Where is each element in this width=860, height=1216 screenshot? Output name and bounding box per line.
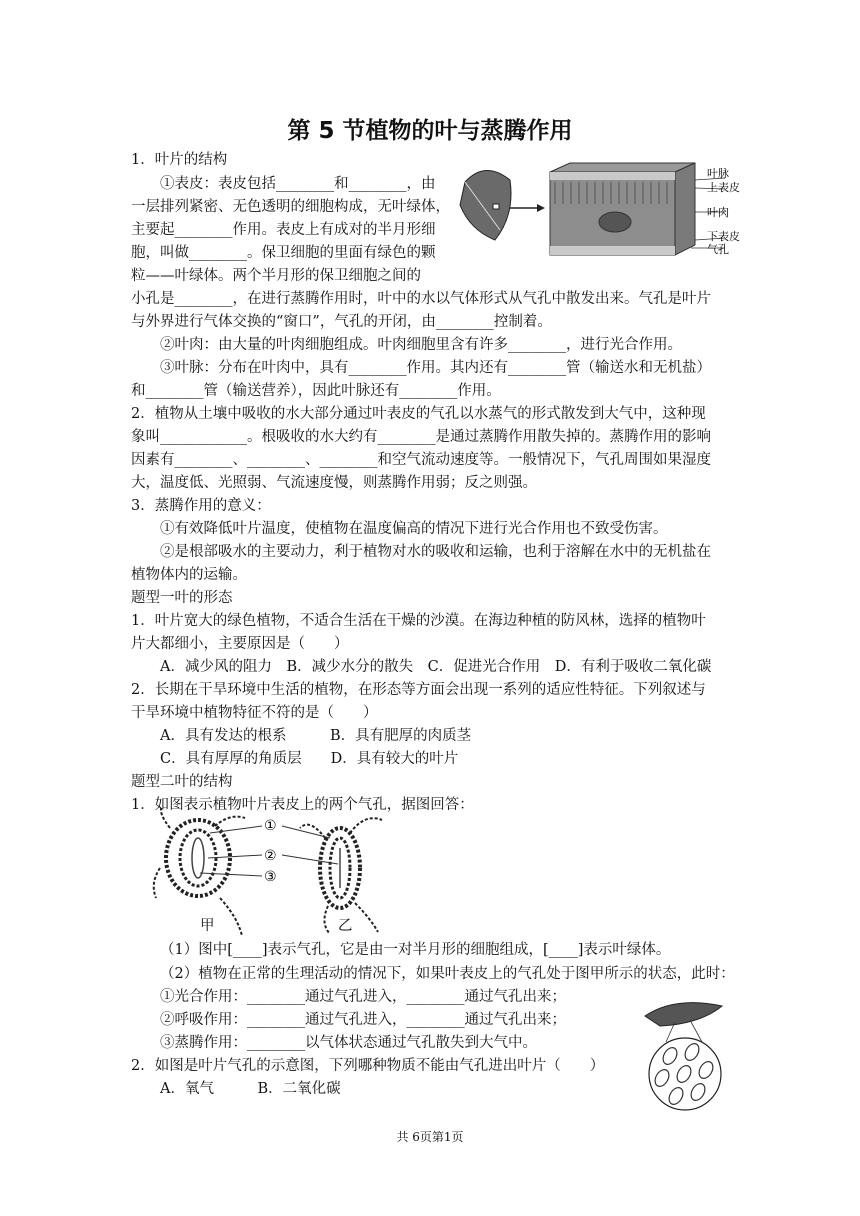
arrow-head [537,204,545,212]
caption-jia: 甲 [200,918,215,934]
section-heading: 题型二叶的结构 [131,774,233,790]
text-line: 因素有________、________、________和空气流动速度等。一般情况下，气孔周围如果湿度 [131,452,711,468]
text-line: 与外界进行气体交换的“窗口”，气孔的开闭，由________控制着。 [131,314,552,330]
text-line: 粒——叶绿体。两个半月形的保卫细胞之间的 [131,268,421,284]
text-line: 2．植物从土壤中吸收的水大部分通过叶表皮的气孔以水蒸气的形式散发到大气中，这种现 [131,406,706,422]
label-mesophyll: 叶肉 [707,206,729,219]
question-text: 1．如图表示植物叶片表皮上的两个气孔，据图回答： [131,797,474,813]
section-heading: 3．蒸腾作用的意义： [131,498,271,514]
stoma-pore [192,838,204,878]
text-line: 植物体内的运输。 [131,567,247,583]
text-line: 胞，叫做________。保卫细胞的里面有绿色的颗 [131,245,436,261]
text-line: 主要起________作用。表皮上有成对的半月形细 [131,222,436,238]
text-line: 小孔是________，在进行蒸腾作用时，叶中的水以气体形式从气孔中散发出来。气孔是叶片 [131,291,711,307]
question-text: 2．如图是叶片气孔的示意图，下列哪种物质不能由气孔进出叶片（ ） [131,1058,605,1074]
leaf-structure-figure [455,160,760,275]
text-line: 和________管（输送营养），因此叶脉还有________作用。 [131,383,501,399]
page-footer: 共 6页第1页 [396,1130,464,1144]
section-heading: 1．叶片的结构 [131,152,228,168]
question-text: 片大都细小，主要原因是（ ） [131,636,349,652]
section-block [550,163,695,255]
question-text: （2）植物在正常的生理活动的情况下，如果叶表皮上的气孔处于图甲所示的状态，此时： [160,966,735,982]
question-text: （1）图中[____]表示气孔，它是由一对半月形的细胞组成，[____]表示叶绿体。 [160,942,671,958]
question-text: 干旱环境中植物特征不符的是（ ） [131,705,378,721]
answer-options: C．具有厚厚的角质层 D．具有较大的叶片 [160,751,459,767]
question-text: ②呼吸作用：________通过气孔进入，________通过气孔出来； [160,1012,566,1028]
leaf-sketch [645,1003,722,1026]
text-line: 一层排列紧密、无色透明的细胞构成，无叶绿体， [131,199,450,215]
answer-options: A．具有发达的根系 B．具有肥厚的肉质茎 [160,728,472,744]
section-heading: 题型一叶的形态 [131,590,233,606]
label-2: ② [264,848,277,864]
answer-options: A．氧气 B．二氧化碳 [160,1081,341,1097]
question-text: 2．长期在干旱环境中生活的植物，在形态等方面会出现一系列的适应性特征。下列叙述与 [131,682,706,698]
label-stoma: 气孔 [707,243,729,256]
leaf-sketch [460,170,511,240]
text-line: 大，温度低、光照弱、气流速度慢，则蒸腾作用弱；反之则强。 [131,475,537,491]
text-line: ③叶脉：分布在叶肉中，具有________作用。其内还有________管（输送水和无机盐） [160,360,711,376]
text-line: ②是根部吸水的主要动力，利于植物对水的吸收和运输，也利于溶解在水中的无机盐在 [160,544,711,560]
text-line: ②叶肉：由大量的叶肉细胞组成。叶肉细胞里含有许多________，进行光合作用。 [160,337,682,353]
label-vein: 叶脉 [707,167,729,180]
question-text: ③蒸腾作用：________以气体状态通过气孔散失到大气中。 [160,1035,537,1051]
text-line: 象叫____________。根吸收的水大约有________是通过蒸腾作用散失掉的。蒸腾作用的影响 [131,429,711,445]
page-title: 第 5 节植物的叶与蒸腾作用 [287,118,573,144]
question-text: ①光合作用：________通过气孔进入，________通过气孔出来； [160,989,566,1005]
label-upper-epidermis: 上表皮 [707,181,740,194]
label-lower-epidermis: 下表皮 [707,230,740,243]
label-3: ③ [264,869,277,885]
stomata-magnified-figure [640,998,740,1118]
stomata-figure [150,808,390,938]
text-line: ①表皮：表皮包括________和________，由 [160,176,436,192]
label-1: ① [264,818,277,834]
caption-yi: 乙 [338,918,353,934]
answer-options: A．减少风的阻力 B．减少水分的散失 C．促进光合作用 D．有利于吸收二氧化碳 [160,659,712,675]
text-line: ①有效降低叶片温度，使植物在温度偏高的情况下进行光合作用也不致受伤害。 [160,521,668,537]
question-text: 1．叶片宽大的绿色植物，不适合生活在干燥的沙漠。在海边种植的防风林，选择的植物叶 [131,613,706,629]
